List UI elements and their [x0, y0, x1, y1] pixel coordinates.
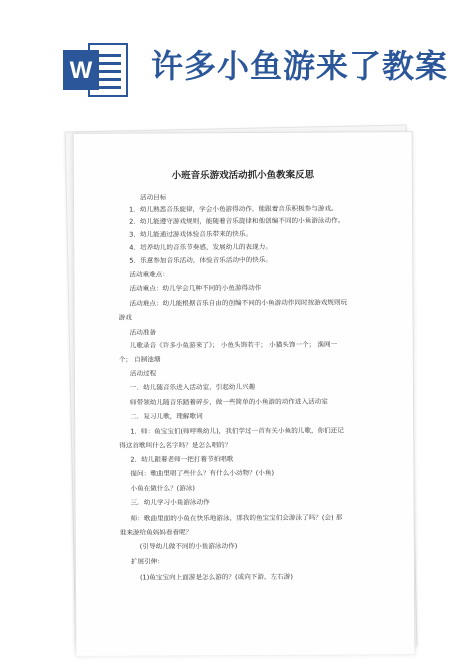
- doc-line: 4．培养幼儿的音乐节奏感，发展幼儿的表现力。: [129, 242, 272, 252]
- doc-line: 1．师：鱼宝宝们(师呼唤幼儿)，我们学过一首有关小鱼的儿歌，你们还记: [130, 426, 344, 436]
- document-page: [73, 131, 416, 657]
- doc-line: 师带领幼儿随音乐踏着碎步，做一些简单的小鱼游的动作进入活动室: [130, 397, 328, 407]
- doc-line: 得这首歌叫什么名字吗？是怎么唱的？: [119, 441, 232, 450]
- doc-line: 个； 自制池塘: [118, 355, 161, 364]
- doc-line: 活动重点：幼儿学会几种不同的小鱼游得动作: [129, 283, 262, 293]
- doc-line: 谁来游给鱼妈妈看看呢？: [119, 528, 193, 537]
- doc-line: 活动目标: [139, 193, 167, 202]
- doc-line: (1)鱼宝宝向上面游是怎么游的？(或向下游，左右游): [139, 572, 293, 582]
- banner-title: 许多小鱼游来了教案: [151, 47, 449, 85]
- doc-line: 活动过程: [129, 369, 157, 378]
- doc-line: (引导幼儿做不同的小鱼游泳动作): [139, 542, 238, 551]
- doc-line: 游戏: [118, 313, 132, 322]
- doc-line: 儿歌录音《许多小鱼游来了》； 小鱼头饰若干； 小猫头饰一个； 渔网一: [129, 340, 338, 350]
- doc-line: 5．乐意参加音乐活动，体验音乐活动中的快乐。: [129, 255, 272, 265]
- bottom-fade: [0, 640, 474, 669]
- doc-line: 小鱼在做什么？(游泳): [130, 484, 196, 493]
- doc-line: 一．幼儿随音乐进入活动室，引起幼儿兴趣: [129, 382, 256, 392]
- doc-line: 提问：歌曲里唱了些什么？有什么小动物？(小鱼): [130, 468, 275, 478]
- doc-line: 师：歌曲里面的小鱼在快乐地游泳，那我的鱼宝宝们会游泳了吗？(会) 那: [130, 513, 343, 523]
- doc-line: 活动重难点：: [129, 270, 169, 279]
- banner: [0, 0, 474, 125]
- doc-line: 扩展引伸：: [130, 557, 164, 566]
- doc-line: 1．幼儿熟悉音乐旋律，学会小鱼游得动作，能跟着音乐积极参与游戏。: [129, 204, 338, 214]
- doc-line: 活动准备: [129, 328, 157, 337]
- word-document-icon: [63, 40, 129, 100]
- word-logo-letter: W: [69, 57, 93, 84]
- doc-line: 活动难点：幼儿能根据音乐自由的创编不同的小鱼游动作同时按游戏规则玩: [129, 298, 348, 308]
- doc-line: 3．幼儿能通过游戏体验音乐带来的快乐。: [129, 229, 253, 239]
- doc-line: 二．复习儿歌，理解歌词: [130, 412, 203, 421]
- doc-line: 2．幼儿跟着老师一把打着节拍唱歌: [130, 455, 234, 464]
- doc-line: 2．幼儿能遵守游戏规则，能随着音乐旋律和他创编不同的小鱼游泳动作。: [129, 216, 345, 226]
- document-title: 小班音乐游戏活动抓小鱼教案反思: [171, 169, 315, 182]
- doc-line: 三．幼儿学习小鱼游泳动作: [130, 498, 210, 507]
